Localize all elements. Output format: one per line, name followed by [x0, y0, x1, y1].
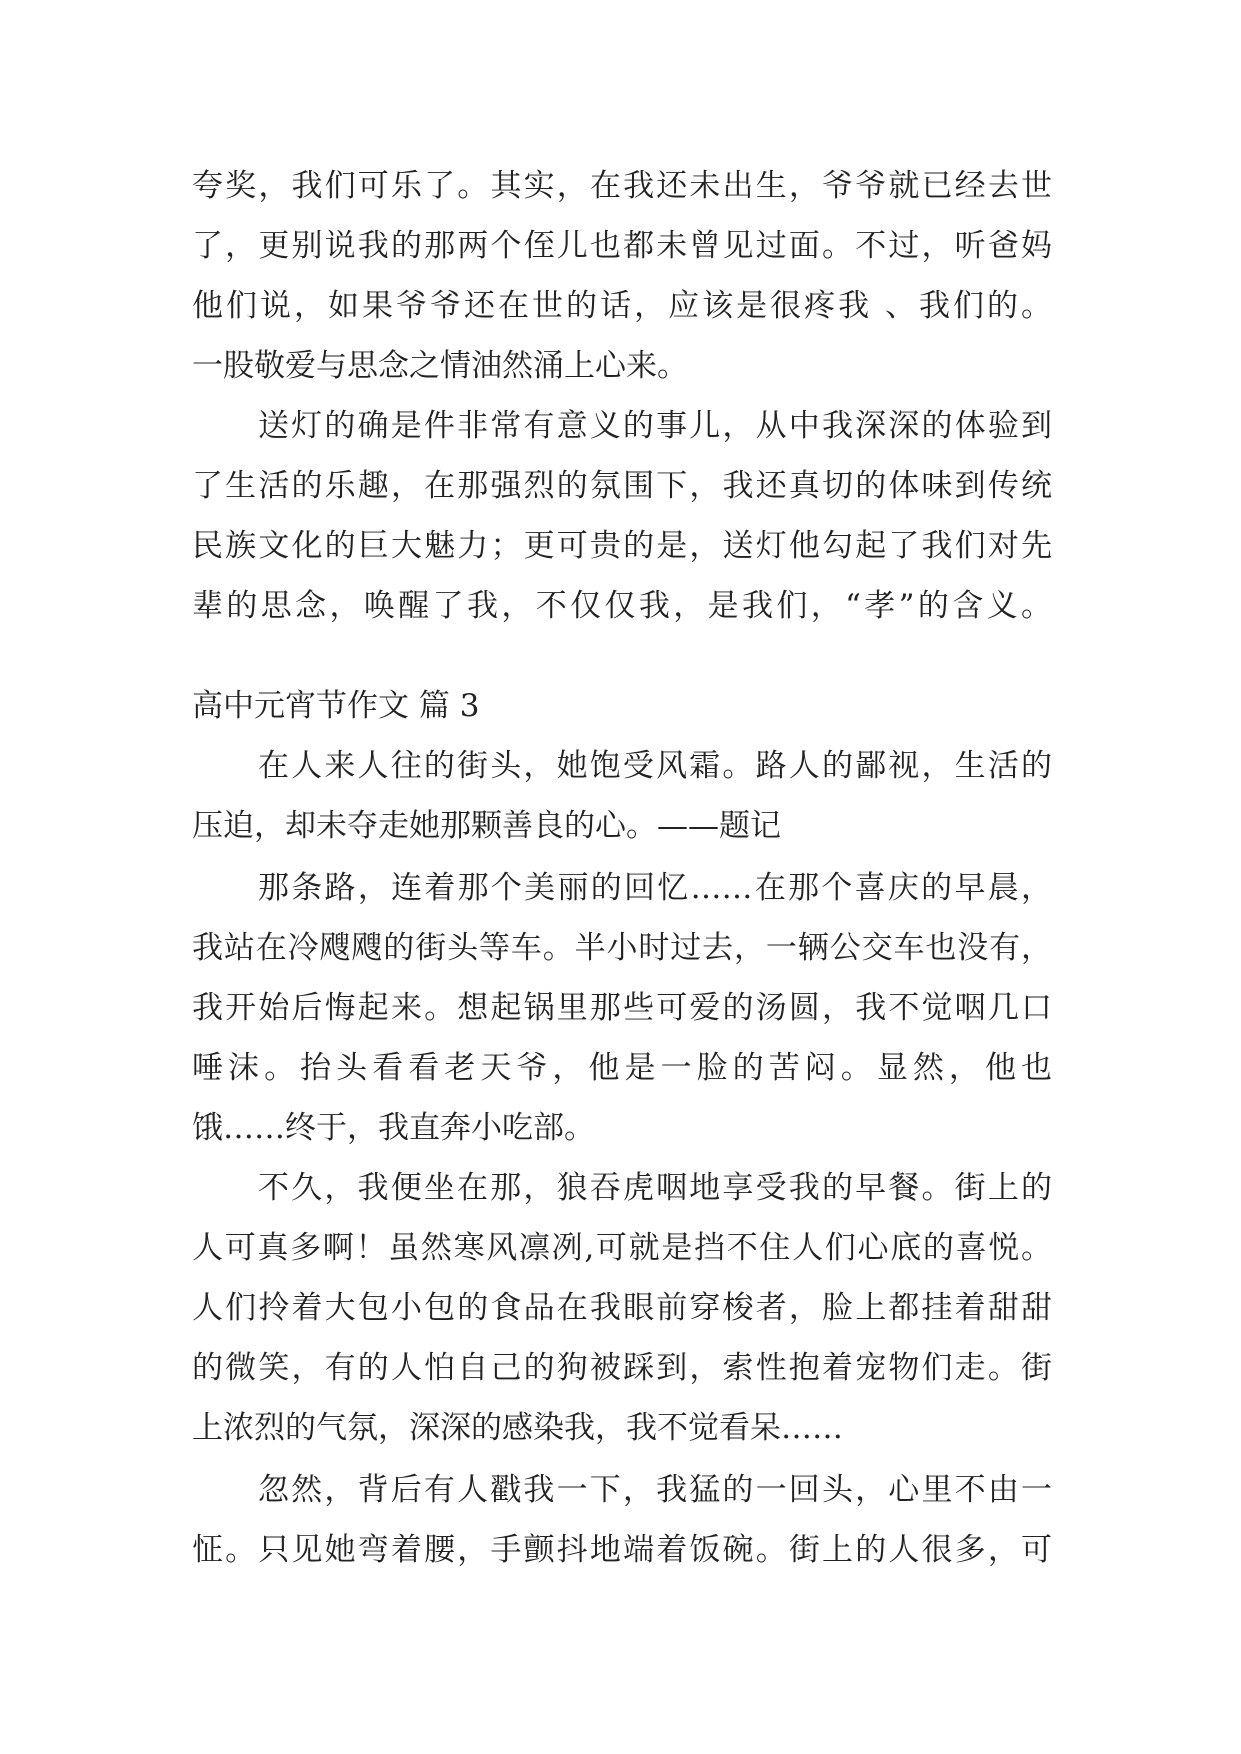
text-line: 辈的思念，唤醒了我，不仅仅我，是我们，“孝”的含义。 — [192, 588, 1052, 624]
text-line: 在人来人往的街头，她饱受风霜。路人的鄙视，生活的 — [258, 748, 1052, 784]
text-line: 民族文化的巨大魅力；更可贵的是，送灯他勾起了我们对先 — [192, 528, 1052, 564]
text-line: 人可真多啊！虽然寒风凛冽,可就是挡不住人们心底的喜悦。 — [192, 1230, 1052, 1266]
section-heading: 高中元宵节作文 篇 3 — [192, 688, 480, 724]
text-line: 那条路，连着那个美丽的回忆……在那个喜庆的早晨， — [258, 870, 1052, 906]
text-line: 上浓烈的气氛，深深的感染我，我不觉看呆…… — [192, 1410, 843, 1446]
text-line: 忽然，背后有人戳我一下，我猛的一回头，心里不由一 — [258, 1472, 1052, 1508]
text-line: 不久，我便坐在那，狼吞虎咽地享受我的早餐。街上的 — [258, 1170, 1052, 1206]
text-line: 饿……终于，我直奔小吃部。 — [192, 1110, 595, 1146]
text-line: 了生活的乐趣，在那强烈的氛围下，我还真切的体味到传统 — [192, 468, 1052, 504]
text-line: 人们拎着大包小包的食品在我眼前穿梭者，脸上都挂着甜甜 — [192, 1290, 1052, 1326]
text-line: 的微笑，有的人怕自己的狗被踩到，索性抱着宠物们走。街 — [192, 1350, 1052, 1386]
text-line: 我开始后悔起来。想起锅里那些可爱的汤圆，我不觉咽几口 — [192, 990, 1052, 1026]
text-line: 夸奖，我们可乐了。其实，在我还未出生，爷爷就已经去世 — [192, 168, 1052, 204]
text-line: 一股敬爱与思念之情油然涌上心来。 — [192, 348, 688, 384]
text-line: 压迫，却未夺走她那颗善良的心。——题记 — [192, 808, 781, 844]
text-line: 了，更别说我的那两个侄儿也都未曾见过面。不过，听爸妈 — [192, 228, 1052, 264]
text-line: 唾沫。抬头看看老天爷，他是一脸的苦闷。显然，他也 — [192, 1050, 1052, 1086]
text-line: 他们说，如果爷爷还在世的话，应该是很疼我 、我们的。 — [192, 288, 1052, 324]
text-line: 我站在冷飕飕的街头等车。半小时过去，一辆公交车也没有， — [192, 930, 1052, 966]
text-line: 送灯的确是件非常有意义的事儿，从中我深深的体验到 — [258, 408, 1052, 444]
text-line: 怔。只见她弯着腰，手颤抖地端着饭碗。街上的人很多，可 — [192, 1532, 1052, 1568]
